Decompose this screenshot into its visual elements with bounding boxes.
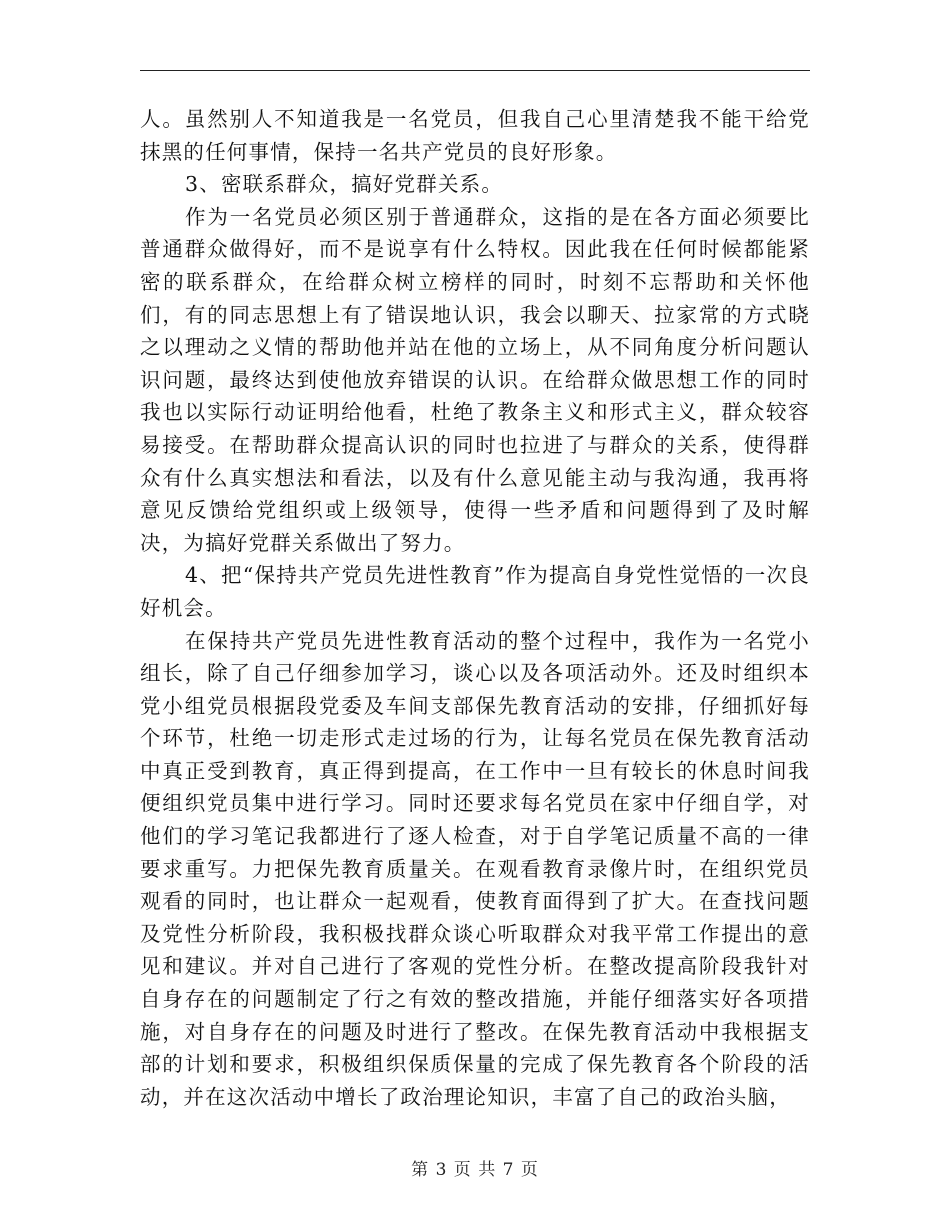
document-body xyxy=(140,103,810,1113)
page-footer: 第 3 页 共 7 页 xyxy=(411,1160,539,1180)
header-rule xyxy=(140,70,810,71)
paragraph-2: 3、密联系群众，搞好党群关系。 xyxy=(185,172,504,197)
paragraph-5: 在保持共产党员先进性教育活动的整个过程中，我作为一名党小组长，除了自己仔细参加学习，谈心以及各项活动外。还及时组织本党小组党员根据段党委及车间支部保先教育活动的安排，仔细抓好每个环节，杜绝一切走形式走过场的行为，让每名党员在保先教育活动中真正受到教育，真正得到提高，在工作中一旦有较长的休息时间我便组织党员集中进行学习。同时还要求每名党员在家中仔细自学，对他们的学习笔记我都进行了逐人检查，对于自学笔记质量不高的一律要求重写。力把保先教育质量关。在观看教育录像片时，在组织党员观看的同时，也让群众一起观看，使教育面得到了扩大。在查找问题及党性分析阶段，我积极找群众谈心听取群众对我平常工作提出的意见和建议。并对自己进行了客观的党性分析。在整改提高阶段我针对自身存在的问题制定了行之有效的整改措施，并能仔细落实好各项措施，对自身存在的问题及时进行了整改。在保先教育活动中我根据支部的计划和要求，积极组织保质保量的完成了保先教育各个阶段的活动，并在这次活动中增长了政治理论知识，丰富了自己的政治头脑， xyxy=(140,628,810,1109)
paragraph-4: 4、把“保持共产党员先进性教育”作为提高自身党性觉悟的一次良好机会。 xyxy=(140,563,810,620)
paragraph-1: 人。虽然别人不知道我是一名党员，但我自己心里清楚我不能干给党抹黑的任何事情，保持一名共产党员的良好形象。 xyxy=(140,107,810,164)
paragraph-3: 作为一名党员必须区别于普通群众，这指的是在各方面必须要比普通群众做得好，而不是说享有什么特权。因此我在任何时候都能紧密的联系群众，在给群众树立榜样的同时，时刻不忘帮助和关怀他们，有的同志思想上有了错误地认识，我会以聊天、拉家常的方式晓之以理动之义情的帮助他并站在他的立场上，从不同角度分析问题认识问题，最终达到使他放弃错误的认识。在给群众做思想工作的同时我也以实际行动证明给他看，杜绝了教条主义和形式主义，群众较容易接受。在帮助群众提高认识的同时也拉进了与群众的关系，使得群众有什么真实想法和看法，以及有什么意见能主动与我沟通，我再将意见反馈给党组织或上级领导，使得一些矛盾和问题得到了及时解决，为搞好党群关系做出了努力。 xyxy=(140,204,810,555)
